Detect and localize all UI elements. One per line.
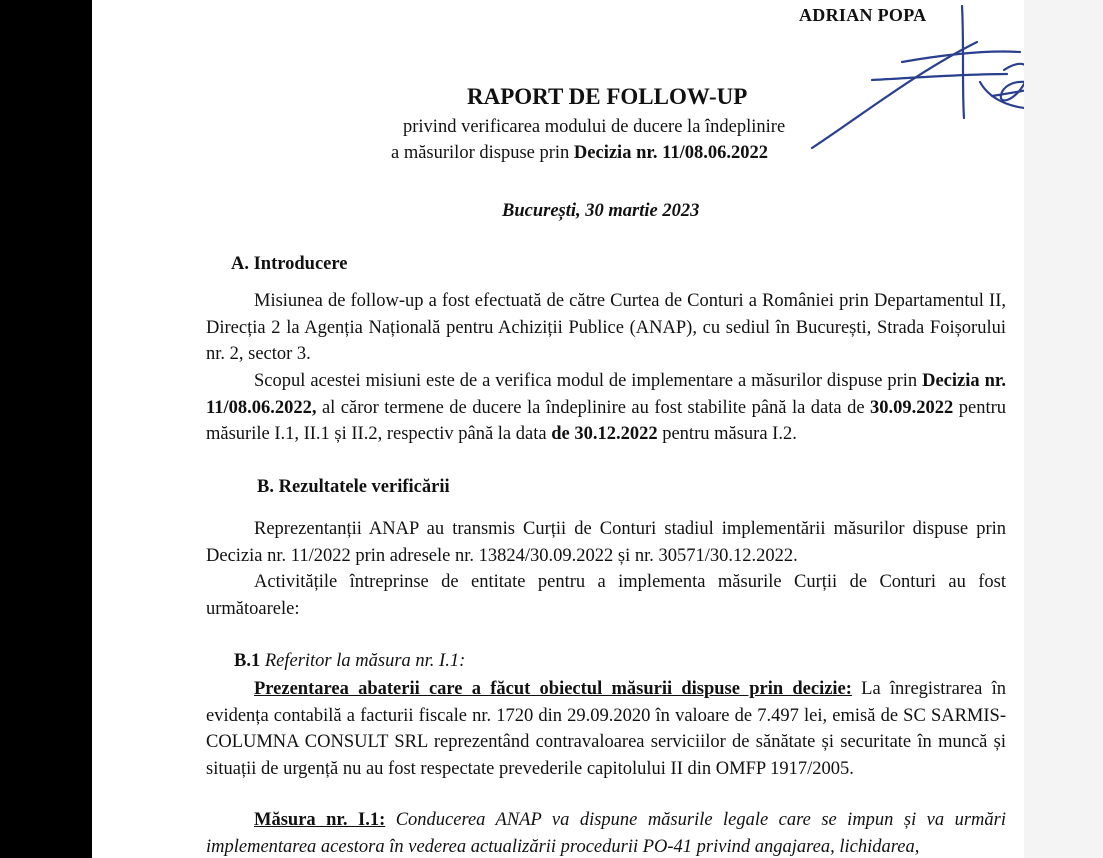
viewer-background bbox=[1024, 0, 1103, 858]
document-page bbox=[92, 0, 1024, 858]
masura-label: Măsura nr. I.1: bbox=[254, 810, 386, 830]
section-b1-heading bbox=[234, 651, 465, 672]
section-a-heading: A. Introducere bbox=[231, 254, 348, 274]
p2-text-e: pentru măsurile I.1, II.1 și II.2, respectiv până la data bbox=[206, 397, 1006, 444]
abatere-text: La înregistrarea în evidența contabilă a facturii fiscale nr. 1720 din 29.09.2020 în valoare de 7.497 lei, emisă de SC SARMIS-COLUMNA CONSULT SRL reprezentând contravaloarea serviciilor de sănătate și securitate în muncă și situații de urgență nu au fost respectate prevederile capitolului II din OMFP 1917/2005. bbox=[206, 679, 1006, 779]
section-b-paragraph-2: Activitățile întreprinse de entitate pentru a implementa măsurile Curții de Conturi au fost următoarele: bbox=[206, 572, 1006, 619]
section-b-heading: B. Rezultatele verificării bbox=[257, 477, 450, 497]
document-title: RAPORT DE FOLLOW-UP bbox=[467, 84, 748, 109]
p2-text-g: pentru măsura I.2. bbox=[657, 424, 797, 444]
b1-prefix: B.1 bbox=[234, 651, 265, 671]
abatere-label: Prezentarea abaterii care a făcut obiectul măsurii dispuse prin decizie: bbox=[254, 679, 852, 699]
subtitle-line-1: privind verificarea modului de ducere la îndeplinire bbox=[403, 117, 786, 137]
p2-decision: Decizia nr. 11/08.06.2022, bbox=[206, 371, 1006, 418]
p2-date-1: 30.09.2022 bbox=[870, 397, 954, 418]
p2-text-c: al căror termene de ducere la îndeplinire au fost stabilite până la data de bbox=[316, 397, 871, 418]
masura-text: Conducerea ANAP va dispune măsurile legale care se impun și va urmări implementarea acestora în vederea actualizării procedurii PO-41 privind angajarea, lichidarea, bbox=[206, 810, 1006, 857]
p2-date-2: de 30.12.2022 bbox=[551, 424, 658, 444]
subtitle-prefix: a măsurilor dispuse prin bbox=[391, 143, 574, 163]
section-a-paragraph-2 bbox=[206, 368, 1006, 448]
place-and-date: București, 30 martie 2023 bbox=[502, 201, 700, 221]
signer-name: ADRIAN POPA bbox=[799, 5, 927, 25]
section-b-paragraph-1: Reprezentanții ANAP au transmis Curții de Conturi stadiul implementării măsurilor dispuse prin Decizia nr. 11/2022 prin adresele nr. 13824/30.09.2022 și nr. 30571/30.12.2022. bbox=[206, 519, 1006, 566]
masura-paragraph bbox=[206, 807, 1006, 858]
p2-text-a: Scopul acestei misiuni este de a verifica modul de implementare a măsurilor dispuse prin bbox=[254, 371, 923, 391]
decision-reference: Decizia nr. 11/08.06.2022 bbox=[573, 143, 768, 163]
abatere-paragraph bbox=[206, 676, 1006, 782]
b1-title: Referitor la măsura nr. I.1: bbox=[264, 651, 466, 671]
subtitle-line-2 bbox=[391, 143, 768, 164]
section-a-paragraph-1: Misiunea de follow-up a fost efectuată de către Curtea de Conturi a României prin Departamentul II, Direcția 2 la Agenția Națională pentru Achiziții Publice (ANAP), cu sediul în București, Strada Foișorului nr. 2, sector 3. bbox=[206, 291, 1006, 364]
